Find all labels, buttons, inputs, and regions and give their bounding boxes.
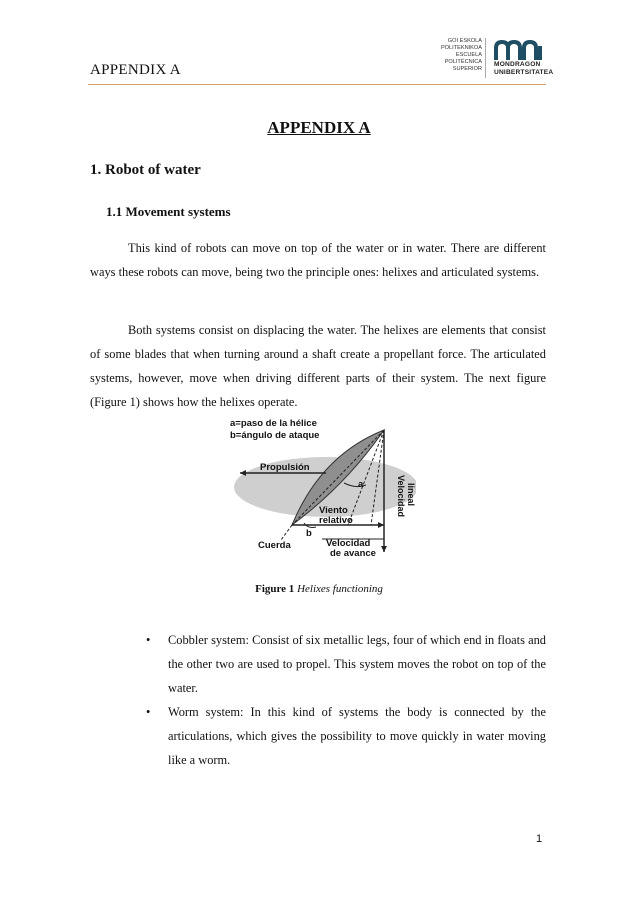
label-propulsion: Propulsión [260,462,310,473]
page-number: 1 [536,833,543,845]
label-de-avance: de avance [330,548,376,559]
logo-name-line: MONDRAGON [494,61,541,68]
section-heading: 1. Robot of water [90,162,201,178]
figure-caption [0,583,638,595]
paragraph: Both systems consist on displacing the water. The helixes are elements that consist of some blades that when turning around a shaft create a propellant force. The articulated systems, however, move when driving different parts of their system. The next figure (Figure 1) shows how the helixes operate. [90,323,546,409]
bullet-icon: • [146,705,151,719]
list-item-text: Worm system: In this kind of systems the body is connected by the articulations, which gives the possibility to move quickly in water moving like a worm. [168,705,546,767]
logo-divider [485,38,486,78]
logo-name-line: UNIBERTSITATEA [494,69,554,76]
bullet-icon: • [146,633,151,647]
label-relativo: relativo [319,515,353,526]
logo-line: POLITÉCNICA [444,59,482,65]
paragraph: This kind of robots can move on top of the water or in water. There are different ways these robots can move, being two the principle ones: helixes and articulated systems. [90,241,546,279]
list-item-text: Cobbler system: Consist of six metallic legs, four of which end in floats and the other two are used to propel. This system moves the robot on top of the water. [168,633,546,695]
label-cuerda: Cuerda [258,540,291,551]
logo-line: POLITEKNIKOA [440,45,482,51]
caption-label: Figure 1 [255,583,295,595]
list-item [146,628,546,700]
label-viento: Viento [319,505,348,516]
helix-diagram [226,415,416,560]
subsection-heading: 1.1 Movement systems [106,204,231,219]
label-a-def: a=paso de la hélice [230,418,317,429]
header-rule [88,84,546,85]
running-header: APPENDIX A [90,62,181,78]
label-velocidad-avance: Velocidad [326,538,371,549]
logo-line: GOI ESKOLA [447,38,482,44]
bullet-list [146,628,546,772]
list-item [146,700,546,772]
caption-text: Helixes functioning [297,583,383,595]
logo-line: ESCUELA [455,52,482,58]
label-b-def: b=ángulo de ataque [230,430,320,441]
university-name [494,61,553,77]
document-title: APPENDIX A [267,118,371,137]
label-a: a [358,479,364,490]
logo-line: SUPERIOR [452,66,482,72]
school-logo-text [392,38,482,73]
label-velocidad-lineal: Velocidad [396,475,406,518]
label-lineal: lineal [406,483,416,507]
label-b: b [306,528,312,539]
mondragon-logo-icon [494,40,544,60]
